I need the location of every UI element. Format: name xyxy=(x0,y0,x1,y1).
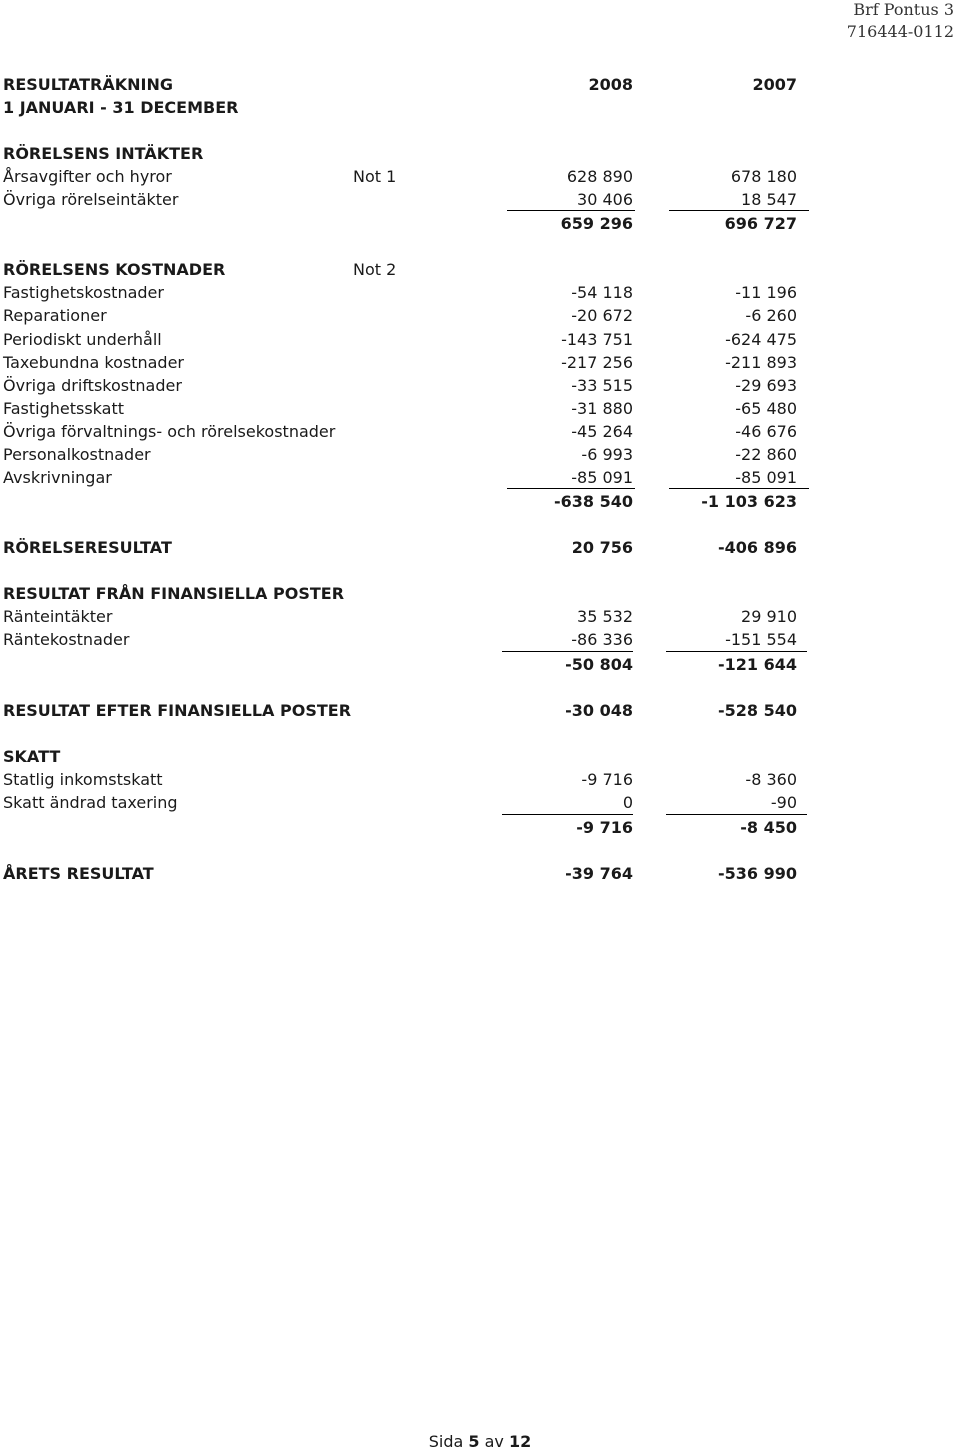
section-heading-row xyxy=(0,142,960,165)
row-label: Periodiskt underhåll xyxy=(3,330,162,349)
value-2008: -217 256 xyxy=(561,353,633,372)
value-2008: -86 336 xyxy=(571,630,633,649)
table-row xyxy=(0,374,960,397)
result-row xyxy=(0,699,960,722)
result-2008: -30 048 xyxy=(565,701,633,720)
table-row xyxy=(0,281,960,304)
value-2008: -33 515 xyxy=(571,376,633,395)
sum-line xyxy=(666,814,807,815)
statement-title-row xyxy=(0,73,960,96)
table-row xyxy=(0,791,960,814)
result-label: RÖRELSERESULTAT xyxy=(3,538,172,557)
page-footer xyxy=(0,1432,960,1451)
value-2007: -11 196 xyxy=(735,283,797,302)
result-row xyxy=(0,862,960,885)
subtotal-2007: -8 450 xyxy=(740,818,797,837)
row-label: Personalkostnader xyxy=(3,445,151,464)
table-row xyxy=(0,605,960,628)
value-2008: -54 118 xyxy=(571,283,633,302)
note-reference: Not 2 xyxy=(353,260,397,279)
value-2007: 29 910 xyxy=(741,607,797,626)
result-2007: -406 896 xyxy=(717,538,797,557)
section-heading-intakter: RÖRELSENS INTÄKTER xyxy=(3,144,204,163)
sum-line xyxy=(669,210,809,211)
value-2008: 628 890 xyxy=(566,167,633,186)
sum-line xyxy=(666,651,807,652)
statement-period: 1 JANUARI - 31 DECEMBER xyxy=(3,98,239,117)
value-2008: -9 716 xyxy=(581,770,633,789)
value-2007: -90 xyxy=(770,793,797,812)
result-label: ÅRETS RESULTAT xyxy=(3,864,154,883)
row-label: Skatt ändrad taxering xyxy=(3,793,178,812)
organization-name: Brf Pontus 3 xyxy=(853,0,954,19)
subtotal-2007: -1 103 623 xyxy=(701,492,797,511)
section-heading-finansiella: RESULTAT FRÅN FINANSIELLA POSTER xyxy=(3,584,345,603)
value-2008: -6 993 xyxy=(581,445,633,464)
subtotal-row xyxy=(0,490,960,513)
value-2007: -65 480 xyxy=(735,399,797,418)
value-2007: -85 091 xyxy=(735,468,797,487)
section-heading-row xyxy=(0,745,960,768)
footer-prefix: Sida xyxy=(428,1432,464,1451)
row-label: Taxebundna kostnader xyxy=(3,353,184,372)
subtotal-row xyxy=(0,653,960,676)
result-row xyxy=(0,536,960,559)
section-heading-row xyxy=(0,582,960,605)
sum-line xyxy=(502,651,633,652)
row-label: Fastighetsskatt xyxy=(3,399,125,418)
result-2008: -39 764 xyxy=(565,864,633,883)
sum-line xyxy=(669,488,809,489)
row-label: Avskrivningar xyxy=(3,468,112,487)
table-row xyxy=(0,188,960,211)
sum-line xyxy=(507,488,635,489)
row-label: Fastighetskostnader xyxy=(3,283,164,302)
statement-period-row xyxy=(0,96,960,119)
footer-middle: av xyxy=(484,1432,504,1451)
value-2007: -624 475 xyxy=(725,330,797,349)
subtotal-2008: 659 296 xyxy=(560,214,633,233)
organization-number: 716444-0112 xyxy=(846,22,954,41)
value-2008: -85 091 xyxy=(571,468,633,487)
value-2008: 0 xyxy=(622,793,633,812)
subtotal-2008: -9 716 xyxy=(576,818,633,837)
note-reference: Not 1 xyxy=(353,167,397,186)
column-header-2008: 2008 xyxy=(588,75,633,94)
value-2007: -46 676 xyxy=(735,422,797,441)
table-row xyxy=(0,443,960,466)
row-label: Övriga rörelseintäkter xyxy=(3,190,179,209)
value-2007: -6 260 xyxy=(745,306,797,325)
value-2008: 35 532 xyxy=(577,607,633,626)
row-label: Reparationer xyxy=(3,306,107,325)
subtotal-2007: -121 644 xyxy=(717,655,797,674)
table-row xyxy=(0,420,960,443)
table-row xyxy=(0,351,960,374)
value-2007: -151 554 xyxy=(725,630,797,649)
row-label: Statlig inkomstskatt xyxy=(3,770,163,789)
value-2008: -45 264 xyxy=(571,422,633,441)
page-total: 12 xyxy=(509,1432,532,1451)
value-2007: -22 860 xyxy=(735,445,797,464)
subtotal-2008: -50 804 xyxy=(565,655,633,674)
page-number: 5 xyxy=(468,1432,480,1451)
result-2007: -528 540 xyxy=(717,701,797,720)
column-header-2007: 2007 xyxy=(752,75,797,94)
table-row xyxy=(0,397,960,420)
value-2007: -211 893 xyxy=(725,353,797,372)
table-row xyxy=(0,165,960,188)
sum-line xyxy=(502,814,633,815)
value-2007: 678 180 xyxy=(730,167,797,186)
result-label: RESULTAT EFTER FINANSIELLA POSTER xyxy=(3,701,352,720)
table-row xyxy=(0,628,960,651)
value-2007: -29 693 xyxy=(735,376,797,395)
subtotal-row xyxy=(0,212,960,235)
row-label: Övriga förvaltnings- och rörelsekostnader xyxy=(3,422,336,441)
statement-title: RESULTATRÄKNING xyxy=(3,75,174,94)
subtotal-2008: -638 540 xyxy=(553,492,633,511)
value-2007: 18 547 xyxy=(741,190,797,209)
table-row xyxy=(0,328,960,351)
row-label: Ränteintäkter xyxy=(3,607,113,626)
table-row xyxy=(0,304,960,327)
subtotal-row xyxy=(0,816,960,839)
result-2008: 20 756 xyxy=(571,538,633,557)
section-heading-skatt: SKATT xyxy=(3,747,61,766)
value-2008: -20 672 xyxy=(571,306,633,325)
table-row xyxy=(0,466,960,489)
row-label: Övriga driftskostnader xyxy=(3,376,182,395)
section-heading-row xyxy=(0,258,960,281)
subtotal-2007: 696 727 xyxy=(724,214,797,233)
value-2008: 30 406 xyxy=(577,190,633,209)
value-2008: -143 751 xyxy=(561,330,633,349)
table-row xyxy=(0,768,960,791)
section-heading-kostnader: RÖRELSENS KOSTNADER xyxy=(3,260,226,279)
result-2007: -536 990 xyxy=(717,864,797,883)
row-label: Årsavgifter och hyror xyxy=(3,167,172,186)
value-2008: -31 880 xyxy=(571,399,633,418)
row-label: Räntekostnader xyxy=(3,630,130,649)
sum-line xyxy=(507,210,635,211)
value-2007: -8 360 xyxy=(745,770,797,789)
